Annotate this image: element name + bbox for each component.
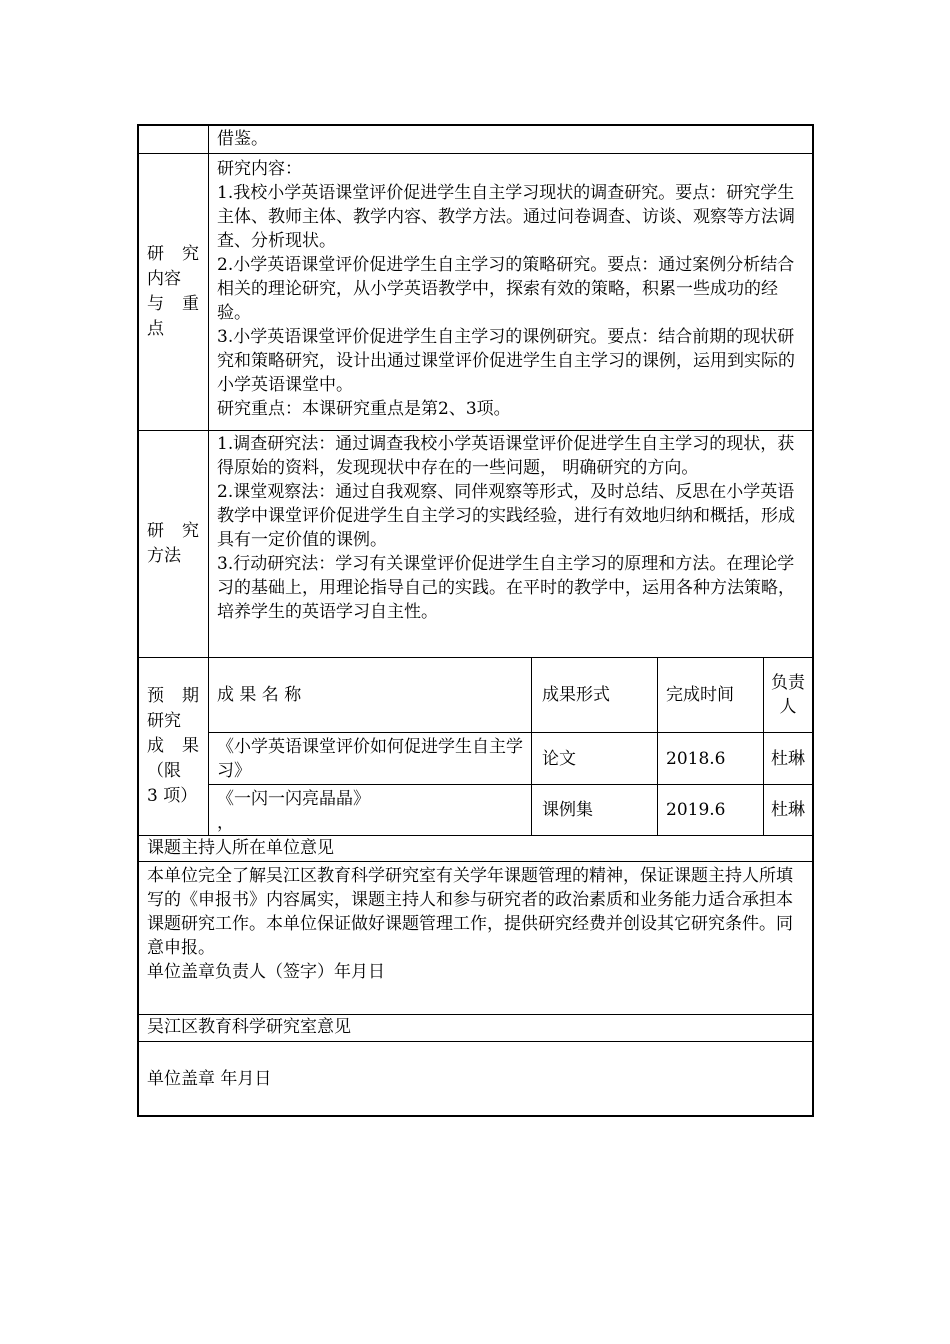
research-content-item: 3.小学英语课堂评价促进学生自主学习的课例研究。要点：结合前期的现状研究和策略研究，设计出通过课堂评价促进学生自主学习的课例，运用到实际的小学英语课堂中。 [217, 327, 795, 395]
office-opinion-body-row [139, 1041, 812, 1115]
outcomes-table [209, 658, 812, 835]
office-opinion-title-row [139, 1014, 812, 1041]
outcomes-header-row [209, 658, 812, 732]
unit-opinion-text: 本单位完全了解吴江区教育科学研究室有关学年课题管理的精神，保证课题主持人所填写的《申报书》内容属实，课题主持人和参与研究者的政治素质和业务能力适合承担本课题研究工作。本单位保证做好课题管理工作，提供研究经费并创设其它研究条件。同意申报。 [147, 866, 793, 958]
office-opinion-body [139, 1042, 279, 1115]
research-content-heading: 研究内容： [217, 159, 302, 179]
header-time: 完成时间 [658, 658, 764, 732]
office-opinion-sign: 单位盖章 年月日 [147, 1068, 272, 1089]
outcome-responsible: 杜琳 [771, 800, 805, 820]
application-form-table [137, 124, 814, 1117]
research-content-cell [209, 154, 812, 430]
unit-opinion-title: 课题主持人所在单位意见 [147, 838, 334, 858]
expected-outcomes-row [139, 657, 812, 835]
expected-outcomes-label: 预 期 研究 成 果 （限 3 项） [139, 658, 209, 835]
unit-opinion-title-row [139, 835, 812, 861]
unit-opinion-sign: 单位盖章负责人（签字）年月日 [147, 962, 385, 982]
outcome-form: 论文 [532, 733, 658, 784]
table-row [209, 732, 812, 784]
research-content-item: 1.我校小学英语课堂评价促进学生自主学习现状的调查研究。要点：研究学生主体、教师主体、教学内容、教学方法。通过问卷调查、访谈、观察等方法调查、分析现状。 [217, 183, 795, 251]
empty-label-cell [139, 126, 209, 153]
continuation-row [139, 126, 812, 153]
header-responsible: 负责人 [771, 673, 805, 717]
continuation-text: 借鉴。 [217, 129, 268, 149]
table-row [209, 784, 812, 835]
unit-opinion-body-row [139, 861, 812, 1014]
office-opinion-title: 吴江区教育科学研究室意见 [147, 1017, 351, 1037]
research-method-item: 1.调查研究法：通过调查我校小学英语课堂评价促进学生自主学习的现状，获得原始的资料，发现现状中存在的一些问题， 明确研究的方向。 [217, 434, 795, 478]
outcome-form: 课例集 [532, 785, 658, 835]
unit-opinion-body [139, 862, 812, 1014]
outcome-responsible: 杜琳 [771, 748, 805, 769]
research-method-item: 2.课堂观察法：通过自我观察、同伴观察等形式，及时总结、反思在小学英语教学中课堂评价促进学生自主学习的实践经验，进行有效地归纳和概括，形成具有一定价值的课例。 [217, 482, 795, 550]
research-content-item: 2.小学英语课堂评价促进学生自主学习的策略研究。要点：通过案例分析结合相关的理论研究，从小学英语教学中，探索有效的策略，积累一些成功的经验。 [217, 255, 795, 323]
research-method-row [139, 430, 812, 657]
header-form: 成果形式 [532, 658, 658, 732]
header-name: 成 果 名 称 [209, 658, 532, 732]
outcome-time: 2019.6 [658, 785, 764, 835]
research-content-row [139, 153, 812, 430]
outcome-name: 《一闪一闪亮晶晶》 ， [209, 785, 532, 835]
research-focus: 研究重点：本课研究重点是第2、3项。 [217, 399, 511, 419]
outcome-name: 《小学英语课堂评价如何促进学生自主学习》 [209, 733, 532, 784]
research-method-label: 研 究 方法 [139, 431, 209, 657]
research-method-cell [209, 431, 812, 657]
research-content-label: 研 究 内容 与 重 点 [139, 154, 209, 430]
outcome-time: 2018.6 [658, 733, 764, 784]
continuation-cell [209, 126, 812, 153]
research-method-item: 3.行动研究法：学习有关课堂评价促进学生自主学习的原理和方法。在理论学习的基础上，用理论指导自己的实践。在平时的教学中，运用各种方法策略，培养学生的英语学习自主性。 [217, 554, 795, 622]
